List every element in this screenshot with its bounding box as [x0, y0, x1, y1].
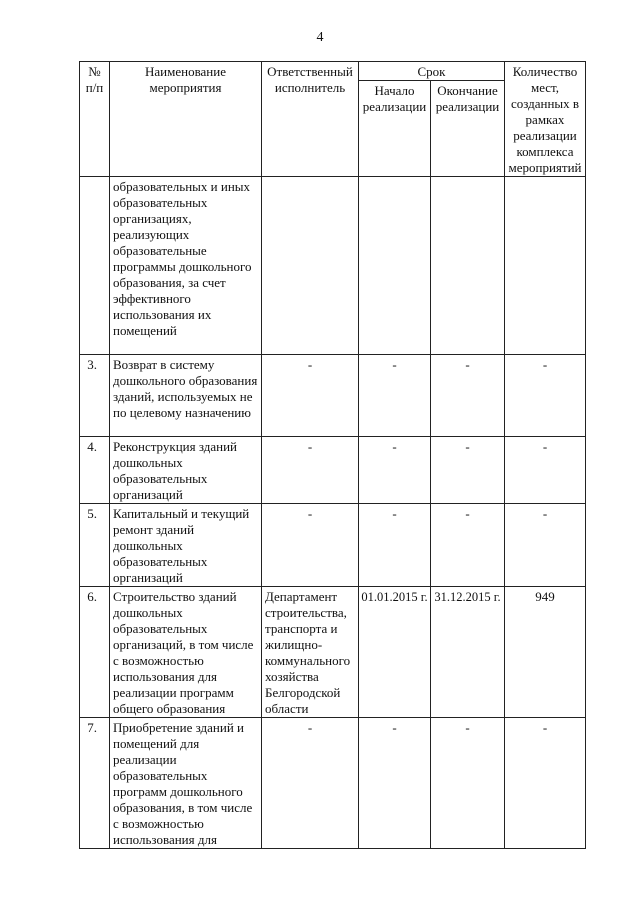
row-responsible: -: [262, 718, 359, 849]
row-responsible: -: [262, 437, 359, 504]
header-name: Наименование мероприятия: [110, 62, 262, 177]
row-end: -: [431, 718, 505, 849]
row-start: -: [359, 437, 431, 504]
row-end: [431, 177, 505, 355]
row-places: [505, 177, 586, 355]
row-name: Возврат в систему дошкольного образования зданий, используемых не по целевому назначению: [110, 355, 262, 437]
row-start: -: [359, 355, 431, 437]
row-start: [359, 177, 431, 355]
row-start: -: [359, 504, 431, 587]
row-name: образовательных и иных образовательных организациях, реализующих образовательные программы дошкольного образования, за счет эффективного использования их помещений: [110, 177, 262, 355]
row-name: Строительство зданий дошкольных образовательных организаций, в том числе с возможностью использования для реализации программ общего образования: [110, 587, 262, 718]
row-num: 4.: [80, 437, 110, 504]
table-header-row: [80, 62, 586, 81]
row-end: -: [431, 355, 505, 437]
row-num: 5.: [80, 504, 110, 587]
row-places: -: [505, 504, 586, 587]
row-end: -: [431, 504, 505, 587]
row-responsible: -: [262, 504, 359, 587]
table-row: [80, 177, 586, 355]
header-start: Начало реализации: [359, 81, 431, 177]
row-end: -: [431, 437, 505, 504]
row-responsible: Департамент строительства, транспорта и жилищно-коммунального хозяйства Белгородской области: [262, 587, 359, 718]
row-end: 31.12.2015 г.: [431, 587, 505, 718]
row-start: -: [359, 718, 431, 849]
row-places: -: [505, 437, 586, 504]
row-num: 7.: [80, 718, 110, 849]
measures-table: [79, 61, 586, 849]
row-num: 3.: [80, 355, 110, 437]
header-responsible: Ответственный исполнитель: [262, 62, 359, 177]
row-responsible: -: [262, 355, 359, 437]
row-places: 949: [505, 587, 586, 718]
row-name: Капитальный и текущий ремонт зданий дошкольных образовательных организаций: [110, 504, 262, 587]
row-places: -: [505, 355, 586, 437]
table-row: [80, 504, 586, 587]
header-num: № п/п: [80, 62, 110, 177]
row-num: [80, 177, 110, 355]
row-num: 6.: [80, 587, 110, 718]
table-row: [80, 587, 586, 718]
table-row: [80, 355, 586, 437]
table-row: [80, 437, 586, 504]
row-name: Приобретение зданий и помещений для реализации образовательных программ дошкольного образования, в том числе с возможностью использования для: [110, 718, 262, 849]
row-places: -: [505, 718, 586, 849]
row-responsible: [262, 177, 359, 355]
header-end: Окончание реализации: [431, 81, 505, 177]
table-row: [80, 718, 586, 849]
header-term: Срок: [359, 62, 505, 81]
row-name: Реконструкция зданий дошкольных образовательных организаций: [110, 437, 262, 504]
header-places: Количество мест, созданных в рамках реализации комплекса мероприятий: [505, 62, 586, 177]
row-start: 01.01.2015 г.: [359, 587, 431, 718]
page-number: 4: [316, 30, 324, 45]
